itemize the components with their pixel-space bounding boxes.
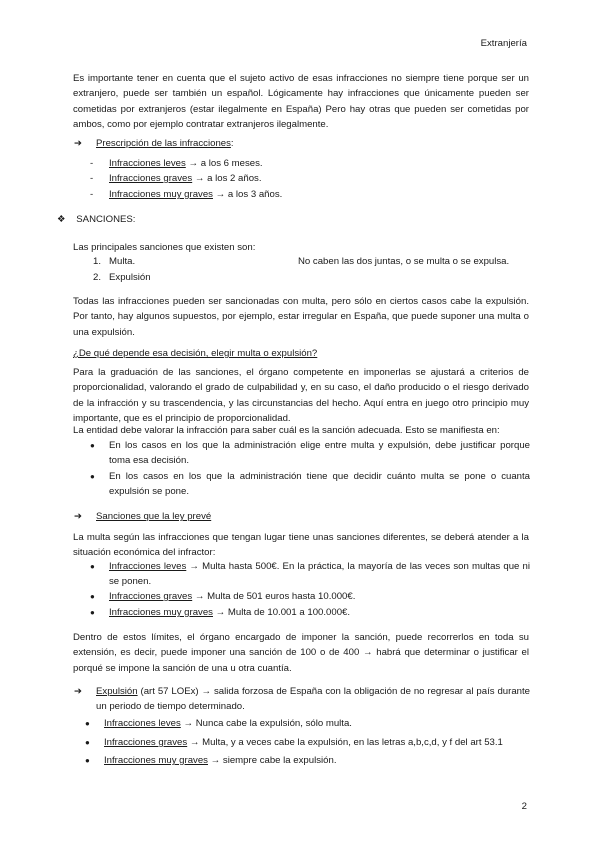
list-item [85,716,525,731]
sanciones-heading [57,214,135,225]
item-text: → siempre cabe la expulsión. [207,755,337,766]
prescripcion-heading [74,138,234,149]
expulsion-label: Expulsión [96,686,138,697]
item-label: Infracciones graves [109,591,193,602]
item-text: → a los 6 meses. [185,158,263,169]
item-text: → Multa de 10.001 a 100.000€. [212,607,351,618]
page-number: 2 [521,801,527,812]
sanciones-lead: Las principales sanciones que existen son: [73,242,256,253]
item-text: Expulsión [109,272,151,283]
dash: - [90,189,94,200]
list-item [90,158,263,169]
item-label: Infracciones leves [109,158,186,169]
list-item [85,735,525,750]
list-item [93,272,151,283]
running-header: Extranjería [480,38,527,49]
item-text: → a los 2 años. [192,173,262,184]
bullet-icon: ● [85,719,90,728]
item-label: Infracciones graves [104,737,188,748]
list-item [90,559,530,590]
item-text: → Multa hasta 500€. En la práctica, la mayoría de las veces son multas que ni se ponen. [109,561,530,588]
colon: : [230,138,234,149]
list-item [93,256,135,267]
side-note: No caben las dos juntas, o se multa o se expulsa. [298,256,510,267]
list-item [90,438,530,469]
item-text: → a los 3 años. [212,189,283,200]
bullet-icon: ● [90,562,95,571]
item-label: Infracciones graves [109,173,193,184]
bullet-icon: ● [90,608,95,617]
item-text: → Multa, y a veces cabe la expulsión, en las letras a,b,c,d, y f del art 53.1 [187,737,503,748]
item-label: Infracciones muy graves [109,607,213,618]
bullet-icon: ● [90,592,95,601]
item-text: → Multa de 501 euros hasta 10.000€. [192,591,356,602]
sanciones-title: SANCIONES: [76,214,136,225]
list-item [90,589,530,604]
list-item [90,189,282,200]
ley-title: Sanciones que la ley prevé [96,511,212,522]
item-label: Infracciones muy graves [109,189,213,200]
list-item [90,173,262,184]
limites-paragraph: Dentro de estos límites, el órgano encargado de imponer la sanción, puede recorrerlos en toda su extensión, es decir, puede imponer una sanción de 100 o de 400 → habrá que determinar o justificar el porqué se impone la sanción de una u otra cuantía. [73,632,529,674]
list-item [90,605,530,620]
item-number: 1. [93,256,102,267]
prescripcion-title: Prescripción de las infracciones [96,138,231,149]
item-text: Multa. [109,256,136,267]
ley-heading [74,511,211,522]
arrow-icon: ➔ [74,511,83,522]
intro-paragraph: Es importante tener en cuenta que el sujeto activo de esas infracciones no siempre tiene porque ser un extranjero, puede ser también un español. Lógicamente hay infracciones que únicamente pueden ser cometidas por extranjeros (estar ilegalmente en España) Pero hay otras que pueden ser cometidas por ambos, como por ejemplo contratar extranjeros ilegalmente. [73,73,529,131]
list-item [90,469,530,500]
list-item [85,753,525,768]
diamond-bullet-icon: ❖ [57,214,66,225]
graduacion-paragraph: Para la graduación de las sanciones, el órgano competente en imponerlas se ajustará a criterios de proporcionalidad, valorando el grado de culpabilidad y, en su caso, el daño producido o el riesgo derivado de la infracción y su trascendencia, y las circunstancias del hecho. Aquí entra en juego otro principio muy importante, que es el principio de proporcionalidad. [73,367,529,425]
sanciones-paragraph: Todas las infracciones pueden ser sancionadas con multa, pero sólo en ciertos casos cabe la expulsión. Por tanto, hay algunos supuestos, por ejemplo, estar irregular en España, que puede suponer una multa o una expulsión. [73,296,529,338]
question-heading: ¿De qué depende esa decisión, elegir multa o expulsión? [73,348,318,359]
arrow-icon: ➔ [74,138,83,149]
dash: - [90,158,94,169]
item-label: Infracciones leves [109,561,187,572]
expulsion-text: (art 57 LOEx) → salida forzosa de España con la obligación de no regresar al país durante un periodo de tiempo determinado. [96,686,530,713]
item-text: → Nunca cabe la expulsión, sólo multa. [180,718,352,729]
bullet-icon: ● [85,738,90,747]
item-label: Infracciones muy graves [104,755,208,766]
bullet-icon: ● [90,472,95,481]
item-text: En los casos en los que la administración tiene que decidir cuánto multa se pone o cuanta expulsión se pone. [109,471,530,498]
bullet-icon: ● [85,756,90,765]
arrow-icon: ➔ [74,686,83,697]
entidad-paragraph: La entidad debe valorar la infracción para saber cuál es la sanción adecuada. Esto se manifiesta en: [73,425,500,436]
item-label: Infracciones leves [104,718,181,729]
ley-paragraph: La multa según las infracciones que tengan lugar tiene unas sanciones diferentes, se deberá atender a la situación económica del infractor: [73,532,529,559]
dash: - [90,173,94,184]
bullet-icon: ● [90,441,95,450]
expulsion-heading [74,684,530,715]
item-number: 2. [93,272,102,283]
item-text: En los casos en los que la administración elige entre multa y expulsión, debe justificar porque toma esa decisión. [109,440,530,467]
